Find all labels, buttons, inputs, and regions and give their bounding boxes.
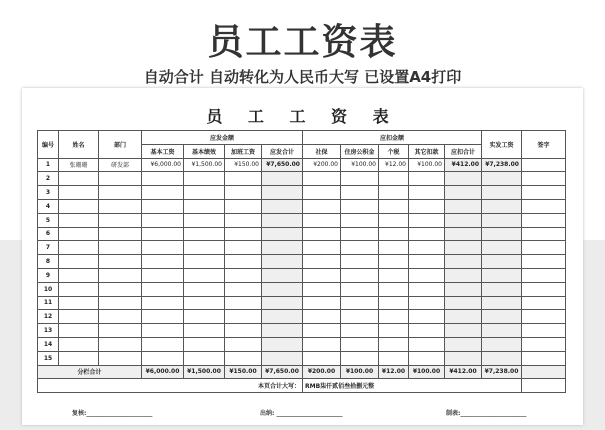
header-deduct-2: 个税 [379,144,409,158]
value-cell[interactable] [445,186,482,200]
value-cell[interactable] [142,268,184,282]
dept-cell[interactable] [99,310,142,324]
table-row [38,296,566,310]
header-payable-1: 基本绩效 [184,144,225,158]
value-cell[interactable] [184,296,225,310]
table-row [38,158,566,172]
sign-cell[interactable] [522,337,566,351]
row-no: 6 [38,227,59,241]
value-cell[interactable] [341,351,379,365]
value-cell[interactable] [341,227,379,241]
salary-sheet [22,88,583,425]
header-payable: 应发金额 [142,131,303,145]
value-cell[interactable] [142,241,184,255]
value-cell[interactable] [445,227,482,241]
value-cell[interactable] [445,324,482,338]
dept-cell[interactable] [99,296,142,310]
value-cell[interactable] [262,282,303,296]
dept-cell[interactable] [99,227,142,241]
value-cell[interactable] [184,324,225,338]
value-cell[interactable] [445,351,482,365]
name-cell[interactable] [59,255,99,269]
capital-value: RMB柒仟贰佰叁拾捌元整 [303,379,522,393]
value-cell[interactable] [225,351,262,365]
value-cell[interactable] [409,351,445,365]
value-cell[interactable] [379,337,409,351]
value-cell[interactable] [142,172,184,186]
value-cell[interactable] [379,241,409,255]
subtotal-row [38,365,566,379]
name-cell[interactable] [59,324,99,338]
row-no: 7 [38,241,59,255]
value-cell[interactable] [303,213,341,227]
sign-cell[interactable] [522,324,566,338]
capital-label: 本页合计大写： [38,379,303,393]
dept-cell[interactable] [99,268,142,282]
value-cell[interactable] [303,296,341,310]
value-cell[interactable] [184,241,225,255]
value-cell[interactable] [409,255,445,269]
value-cell[interactable] [409,172,445,186]
value-cell[interactable] [262,296,303,310]
value-cell[interactable] [184,172,225,186]
subtotal-value: ¥12.00 [379,365,409,379]
name-cell[interactable] [59,282,99,296]
value-cell[interactable]: ¥100.00 [409,158,445,172]
value-cell[interactable] [482,324,522,338]
table-row [38,255,566,269]
header-payable-3: 应发合计 [262,144,303,158]
row-no: 8 [38,255,59,269]
value-cell[interactable] [482,241,522,255]
subtotal-label: 分栏合计 [38,365,142,379]
dept-cell[interactable] [99,213,142,227]
value-cell[interactable] [379,324,409,338]
subtotal-value: ¥100.00 [341,365,379,379]
value-cell[interactable] [409,310,445,324]
row-no: 11 [38,296,59,310]
capital-row [38,379,566,393]
value-cell[interactable] [445,255,482,269]
value-cell[interactable] [379,310,409,324]
name-cell[interactable] [59,213,99,227]
table-row [38,213,566,227]
sign-cell[interactable] [522,158,566,172]
value-cell[interactable] [303,268,341,282]
value-cell[interactable]: ¥100.00 [341,158,379,172]
value-cell[interactable] [409,296,445,310]
sign-cell[interactable] [522,186,566,200]
value-cell[interactable] [445,282,482,296]
value-cell[interactable] [262,227,303,241]
value-cell[interactable] [142,324,184,338]
value-cell[interactable] [482,282,522,296]
cashier-field[interactable]: 出纳: ______________________ [260,410,343,417]
value-cell[interactable] [379,213,409,227]
value-cell[interactable] [341,337,379,351]
table-row [38,172,566,186]
name-cell[interactable] [59,351,99,365]
value-cell[interactable] [262,337,303,351]
subtotal-value: ¥1,500.00 [184,365,225,379]
sign-cell[interactable] [522,268,566,282]
value-cell[interactable] [379,268,409,282]
value-cell[interactable] [445,268,482,282]
value-cell[interactable] [225,213,262,227]
value-cell[interactable] [225,199,262,213]
value-cell[interactable] [445,310,482,324]
header-net: 实发工资 [482,131,522,159]
value-cell[interactable] [262,255,303,269]
value-cell[interactable] [482,213,522,227]
dept-cell[interactable] [99,186,142,200]
value-cell[interactable] [262,199,303,213]
value-cell[interactable] [303,351,341,365]
dept-cell[interactable] [99,351,142,365]
value-cell[interactable] [409,186,445,200]
header-name: 姓名 [59,131,99,159]
subtotal-value: ¥200.00 [303,365,341,379]
header-payable-2: 加班工资 [225,144,262,158]
header-deduct-0: 社保 [303,144,341,158]
salary-table [37,130,566,393]
value-cell[interactable] [262,172,303,186]
value-cell[interactable] [341,296,379,310]
header-deduct-3: 其它扣款 [409,144,445,158]
value-cell[interactable] [482,268,522,282]
table-row [38,268,566,282]
value-cell[interactable] [409,324,445,338]
value-cell[interactable] [379,186,409,200]
header-sign: 签字 [522,131,566,159]
subtotal-sign [522,365,566,379]
value-cell[interactable] [409,199,445,213]
row-no: 13 [38,324,59,338]
value-cell[interactable] [303,227,341,241]
value-cell[interactable] [409,337,445,351]
capital-blank [522,379,566,393]
dept-cell[interactable]: 研发部 [99,158,142,172]
header-payable-0: 基本工资 [142,144,184,158]
maker-field[interactable]: 制表:______________________ [446,410,527,417]
table-row [38,227,566,241]
value-cell[interactable] [225,227,262,241]
header-deduct: 应扣金额 [303,131,482,145]
value-cell[interactable] [303,199,341,213]
sign-cell[interactable] [522,255,566,269]
value-cell[interactable] [184,213,225,227]
banner-title: 员工工资表 [207,22,398,63]
value-cell[interactable] [482,199,522,213]
value-cell[interactable] [184,255,225,269]
value-cell[interactable] [225,186,262,200]
sign-cell[interactable] [522,227,566,241]
row-no: 5 [38,213,59,227]
value-cell[interactable] [303,310,341,324]
row-no: 9 [38,268,59,282]
header-dept: 部门 [99,131,142,159]
value-cell[interactable] [482,255,522,269]
value-cell[interactable] [142,337,184,351]
name-cell[interactable]: 张珊珊 [59,158,99,172]
value-cell[interactable] [379,227,409,241]
header-deduct-1: 住房公积金 [341,144,379,158]
value-cell[interactable] [341,172,379,186]
table-row [38,310,566,324]
value-cell[interactable] [225,255,262,269]
sign-cell[interactable] [522,310,566,324]
value-cell[interactable] [445,199,482,213]
dept-cell[interactable] [99,337,142,351]
subtotal-value: ¥7,650.00 [262,365,303,379]
review-field[interactable]: 复核:______________________ [72,410,153,417]
value-cell[interactable] [341,255,379,269]
sign-cell[interactable] [522,172,566,186]
value-cell[interactable] [303,282,341,296]
row-no: 10 [38,282,59,296]
value-cell[interactable] [379,255,409,269]
subtotal-value: ¥6,000.00 [142,365,184,379]
value-cell[interactable] [184,268,225,282]
value-cell[interactable] [341,268,379,282]
value-cell[interactable]: ¥150.00 [225,158,262,172]
row-no: 4 [38,199,59,213]
value-cell[interactable] [482,227,522,241]
value-cell[interactable] [303,186,341,200]
value-cell[interactable]: ¥1,500.00 [184,158,225,172]
dept-cell[interactable] [99,324,142,338]
value-cell[interactable]: ¥200.00 [303,158,341,172]
value-cell[interactable] [445,241,482,255]
value-cell[interactable] [262,213,303,227]
value-cell[interactable] [409,227,445,241]
name-cell[interactable] [59,337,99,351]
subtotal-value: ¥7,238.00 [482,365,522,379]
value-cell[interactable] [184,351,225,365]
dept-cell[interactable] [99,172,142,186]
value-cell[interactable] [262,351,303,365]
header-no: 编号 [38,131,59,159]
value-cell[interactable] [379,296,409,310]
value-cell[interactable] [184,227,225,241]
value-cell[interactable] [379,172,409,186]
value-cell[interactable] [409,213,445,227]
dept-cell[interactable] [99,199,142,213]
value-cell[interactable]: ¥412.00 [445,158,482,172]
value-cell[interactable]: ¥7,650.00 [262,158,303,172]
value-cell[interactable] [225,241,262,255]
table-row [38,337,566,351]
value-cell[interactable]: ¥6,000.00 [142,158,184,172]
value-cell[interactable] [379,351,409,365]
value-cell[interactable] [341,199,379,213]
value-cell[interactable] [184,199,225,213]
sign-cell[interactable] [522,351,566,365]
value-cell[interactable] [142,227,184,241]
value-cell[interactable] [142,282,184,296]
value-cell[interactable] [379,282,409,296]
value-cell[interactable] [409,241,445,255]
value-cell[interactable] [482,310,522,324]
value-cell[interactable] [184,282,225,296]
name-cell[interactable] [59,310,99,324]
table-row [38,186,566,200]
header-deduct-4: 应扣合计 [445,144,482,158]
value-cell[interactable] [341,282,379,296]
name-cell[interactable] [59,268,99,282]
value-cell[interactable] [262,186,303,200]
value-cell[interactable] [142,199,184,213]
table-row [38,282,566,296]
row-no: 15 [38,351,59,365]
value-cell[interactable] [225,282,262,296]
value-cell[interactable] [341,324,379,338]
value-cell[interactable] [482,172,522,186]
value-cell[interactable] [303,324,341,338]
dept-cell[interactable] [99,241,142,255]
value-cell[interactable] [142,310,184,324]
value-cell[interactable] [409,268,445,282]
table-row [38,351,566,365]
name-cell[interactable] [59,241,99,255]
value-cell[interactable] [225,268,262,282]
value-cell[interactable] [445,172,482,186]
value-cell[interactable] [445,337,482,351]
subtotal-value: ¥100.00 [409,365,445,379]
value-cell[interactable] [225,337,262,351]
value-cell[interactable] [303,241,341,255]
value-cell[interactable] [409,282,445,296]
sheet-title: 员 工 工 资 表 [206,107,399,126]
name-cell[interactable] [59,199,99,213]
value-cell[interactable] [341,213,379,227]
name-cell[interactable] [59,186,99,200]
value-cell[interactable] [482,337,522,351]
row-no: 12 [38,310,59,324]
sign-cell[interactable] [522,282,566,296]
row-no: 3 [38,186,59,200]
value-cell[interactable] [482,296,522,310]
value-cell[interactable] [262,241,303,255]
value-cell[interactable] [341,241,379,255]
value-cell[interactable] [225,324,262,338]
name-cell[interactable] [59,172,99,186]
value-cell[interactable] [482,186,522,200]
row-no: 14 [38,337,59,351]
banner-subtitle: 自动合计 自动转化为人民币大写 已设置A4打印 [143,68,462,86]
subtotal-value: ¥412.00 [445,365,482,379]
value-cell[interactable] [303,337,341,351]
value-cell[interactable] [445,296,482,310]
sign-cell[interactable] [522,199,566,213]
value-cell[interactable] [225,296,262,310]
value-cell[interactable] [142,296,184,310]
row-no: 1 [38,158,59,172]
dept-cell[interactable] [99,255,142,269]
row-no: 2 [38,172,59,186]
value-cell[interactable] [482,351,522,365]
table-row [38,241,566,255]
value-cell[interactable] [379,199,409,213]
value-cell[interactable] [142,213,184,227]
table-row [38,199,566,213]
value-cell[interactable] [225,310,262,324]
value-cell[interactable] [142,255,184,269]
name-cell[interactable] [59,296,99,310]
value-cell[interactable] [184,337,225,351]
sign-cell[interactable] [522,213,566,227]
dept-cell[interactable] [99,282,142,296]
value-cell[interactable]: ¥7,238.00 [482,158,522,172]
value-cell[interactable] [303,172,341,186]
value-cell[interactable]: ¥12.00 [379,158,409,172]
value-cell[interactable] [225,172,262,186]
value-cell[interactable] [262,310,303,324]
table-row [38,324,566,338]
value-cell[interactable] [341,310,379,324]
name-cell[interactable] [59,227,99,241]
value-cell[interactable] [303,255,341,269]
value-cell[interactable] [142,351,184,365]
sign-cell[interactable] [522,241,566,255]
value-cell[interactable] [262,324,303,338]
value-cell[interactable] [262,268,303,282]
value-cell[interactable] [184,310,225,324]
value-cell[interactable] [341,186,379,200]
subtotal-value: ¥150.00 [225,365,262,379]
value-cell[interactable] [142,186,184,200]
value-cell[interactable] [184,186,225,200]
value-cell[interactable] [445,213,482,227]
sign-cell[interactable] [522,296,566,310]
